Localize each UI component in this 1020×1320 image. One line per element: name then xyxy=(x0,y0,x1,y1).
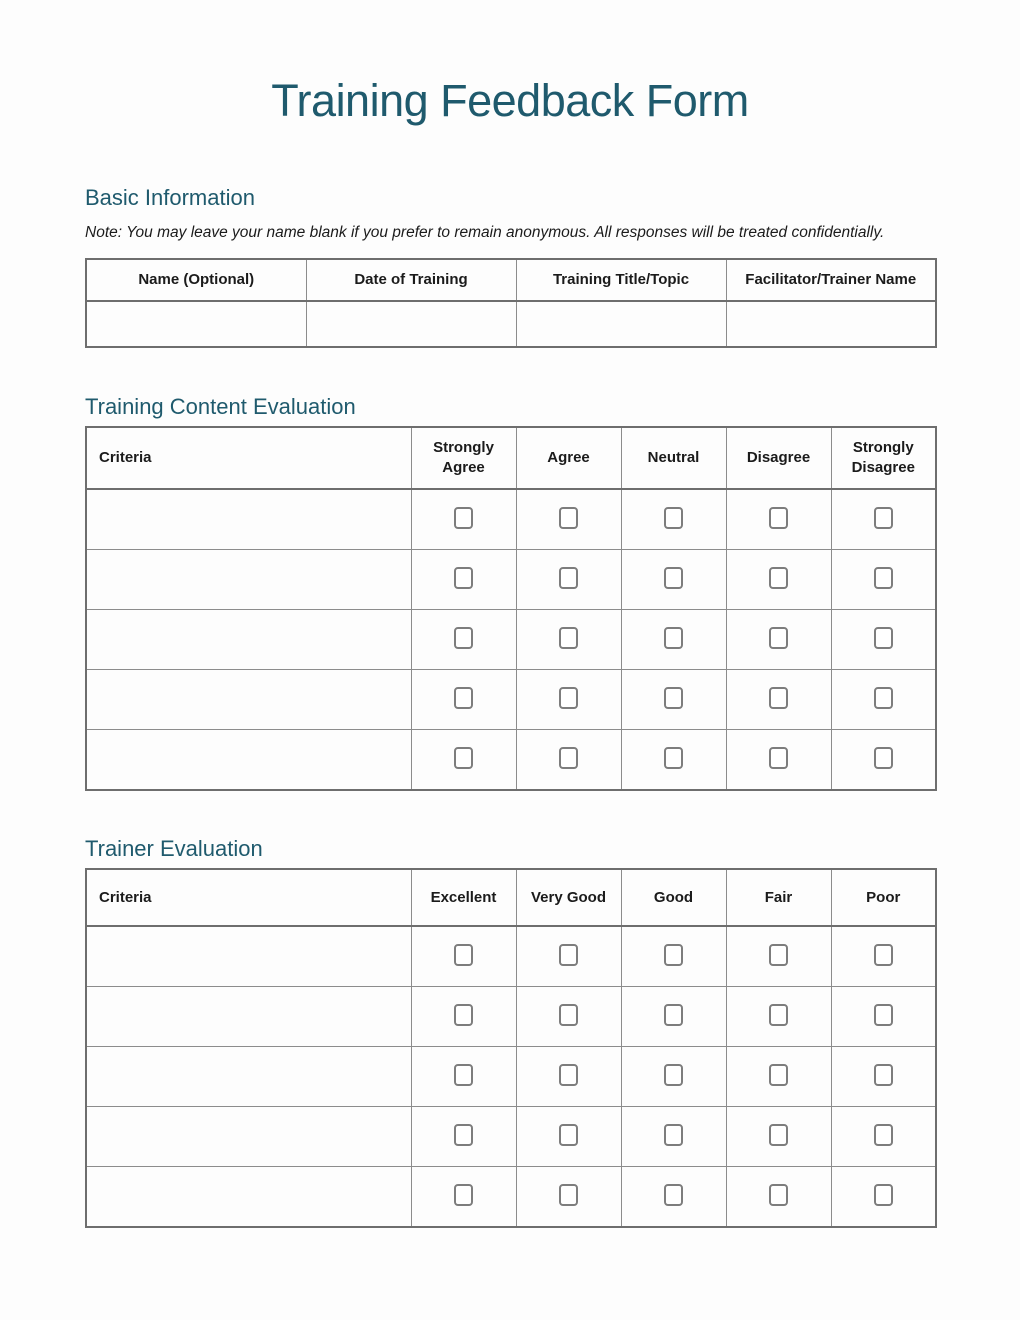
checkbox-icon[interactable] xyxy=(769,507,788,529)
checkbox-icon[interactable] xyxy=(454,687,473,709)
content-evaluation-heading: Training Content Evaluation xyxy=(85,394,356,419)
anonymity-note: Note: You may leave your name blank if you prefer to remain anonymous. All responses will be treated confidentially. xyxy=(85,224,885,241)
rating-cell xyxy=(621,987,726,1047)
rating-cell xyxy=(726,550,831,610)
checkbox-icon[interactable] xyxy=(874,1064,893,1086)
checkbox-icon[interactable] xyxy=(454,507,473,529)
checkbox-icon[interactable] xyxy=(874,687,893,709)
rating-cell xyxy=(411,670,516,730)
rating-column-header-4: Strongly Disagree xyxy=(831,427,936,489)
checkbox-icon[interactable] xyxy=(874,1184,893,1206)
table-row xyxy=(86,550,936,610)
criteria-cell[interactable] xyxy=(86,489,411,550)
criteria-cell[interactable] xyxy=(86,1167,411,1228)
rating-cell xyxy=(411,1167,516,1228)
checkbox-icon[interactable] xyxy=(664,507,683,529)
checkbox-icon[interactable] xyxy=(454,567,473,589)
checkbox-icon[interactable] xyxy=(874,944,893,966)
criteria-cell[interactable] xyxy=(86,550,411,610)
trainer-evaluation-table-header xyxy=(86,869,936,926)
checkbox-icon[interactable] xyxy=(559,507,578,529)
rating-cell xyxy=(831,670,936,730)
rating-column-header-4: Poor xyxy=(831,869,936,926)
rating-cell xyxy=(621,926,726,987)
column-header-0: Name (Optional) xyxy=(86,259,306,301)
rating-cell xyxy=(516,670,621,730)
trainer-evaluation-table xyxy=(85,868,937,1228)
table-row xyxy=(86,1047,936,1107)
rating-cell xyxy=(516,550,621,610)
checkbox-icon[interactable] xyxy=(559,687,578,709)
column-header-2: Training Title/Topic xyxy=(516,259,726,301)
criteria-cell[interactable] xyxy=(86,987,411,1047)
criteria-cell[interactable] xyxy=(86,1047,411,1107)
form-title: Training Feedback Form xyxy=(271,75,749,126)
checkbox-icon[interactable] xyxy=(874,747,893,769)
rating-cell xyxy=(726,730,831,791)
rating-cell xyxy=(621,489,726,550)
rating-cell xyxy=(516,489,621,550)
checkbox-icon[interactable] xyxy=(769,1004,788,1026)
rating-cell xyxy=(726,1107,831,1167)
checkbox-icon[interactable] xyxy=(874,627,893,649)
checkbox-icon[interactable] xyxy=(559,567,578,589)
rating-cell xyxy=(726,926,831,987)
rating-cell xyxy=(831,1047,936,1107)
criteria-cell[interactable] xyxy=(86,730,411,791)
table-row xyxy=(86,610,936,670)
table-row xyxy=(86,1107,936,1167)
checkbox-icon[interactable] xyxy=(559,1064,578,1086)
content-evaluation-table xyxy=(85,426,937,791)
table-row xyxy=(86,489,936,550)
rating-cell xyxy=(516,987,621,1047)
table-row xyxy=(86,1167,936,1228)
checkbox-icon[interactable] xyxy=(454,1184,473,1206)
checkbox-icon[interactable] xyxy=(664,1124,683,1146)
rating-cell xyxy=(516,730,621,791)
rating-cell xyxy=(726,1047,831,1107)
checkbox-icon[interactable] xyxy=(769,627,788,649)
criteria-cell[interactable] xyxy=(86,1107,411,1167)
checkbox-icon[interactable] xyxy=(454,1064,473,1086)
rating-cell xyxy=(411,987,516,1047)
rating-cell xyxy=(516,1047,621,1107)
checkbox-icon[interactable] xyxy=(769,747,788,769)
rating-cell xyxy=(411,489,516,550)
checkbox-icon[interactable] xyxy=(664,1184,683,1206)
table-row xyxy=(86,926,936,987)
checkbox-icon[interactable] xyxy=(454,627,473,649)
rating-cell xyxy=(516,926,621,987)
basic-information-heading: Basic Information xyxy=(85,185,255,210)
rating-cell xyxy=(411,730,516,791)
rating-cell xyxy=(516,1167,621,1228)
input-cell[interactable] xyxy=(306,301,516,347)
rating-cell xyxy=(831,550,936,610)
rating-cell xyxy=(411,550,516,610)
table-row xyxy=(86,730,936,791)
rating-cell xyxy=(831,1107,936,1167)
rating-column-header-2: Neutral xyxy=(621,427,726,489)
table-row xyxy=(86,987,936,1047)
table-row xyxy=(86,670,936,730)
checkbox-icon[interactable] xyxy=(559,747,578,769)
rating-cell xyxy=(726,489,831,550)
checkbox-icon[interactable] xyxy=(454,944,473,966)
checkbox-icon[interactable] xyxy=(559,1124,578,1146)
checkbox-icon[interactable] xyxy=(454,747,473,769)
checkbox-icon[interactable] xyxy=(874,1004,893,1026)
rating-cell xyxy=(411,1047,516,1107)
checkbox-icon[interactable] xyxy=(454,1004,473,1026)
content-evaluation-table-header xyxy=(86,427,936,489)
table-row xyxy=(86,301,936,347)
checkbox-icon[interactable] xyxy=(664,1064,683,1086)
checkbox-icon[interactable] xyxy=(664,627,683,649)
rating-cell xyxy=(621,610,726,670)
checkbox-icon[interactable] xyxy=(769,1124,788,1146)
checkbox-icon[interactable] xyxy=(769,944,788,966)
checkbox-icon[interactable] xyxy=(874,567,893,589)
rating-column-header-0: Strongly Agree xyxy=(411,427,516,489)
criteria-column-header: Criteria xyxy=(86,427,411,489)
checkbox-icon[interactable] xyxy=(769,567,788,589)
checkbox-icon[interactable] xyxy=(874,1124,893,1146)
rating-column-header-3: Fair xyxy=(726,869,831,926)
rating-column-header-1: Agree xyxy=(516,427,621,489)
checkbox-icon[interactable] xyxy=(664,687,683,709)
form-content xyxy=(85,185,935,1228)
rating-cell xyxy=(621,1047,726,1107)
criteria-column-header: Criteria xyxy=(86,869,411,926)
criteria-cell[interactable] xyxy=(86,610,411,670)
column-header-3: Facilitator/Trainer Name xyxy=(726,259,936,301)
rating-cell xyxy=(726,1167,831,1228)
rating-cell xyxy=(621,1107,726,1167)
checkbox-icon[interactable] xyxy=(664,944,683,966)
rating-column-header-2: Good xyxy=(621,869,726,926)
checkbox-icon[interactable] xyxy=(559,1004,578,1026)
criteria-cell[interactable] xyxy=(86,926,411,987)
rating-column-header-0: Excellent xyxy=(411,869,516,926)
checkbox-icon[interactable] xyxy=(664,567,683,589)
rating-cell xyxy=(411,926,516,987)
rating-cell xyxy=(831,489,936,550)
checkbox-icon[interactable] xyxy=(664,1004,683,1026)
rating-cell xyxy=(831,987,936,1047)
rating-cell xyxy=(621,670,726,730)
rating-cell xyxy=(726,987,831,1047)
checkbox-icon[interactable] xyxy=(769,1184,788,1206)
checkbox-icon[interactable] xyxy=(874,507,893,529)
checkbox-icon[interactable] xyxy=(559,627,578,649)
input-cell[interactable] xyxy=(516,301,726,347)
column-header-1: Date of Training xyxy=(306,259,516,301)
rating-cell xyxy=(411,1107,516,1167)
checkbox-icon[interactable] xyxy=(664,747,683,769)
input-cell[interactable] xyxy=(726,301,936,347)
input-cell[interactable] xyxy=(86,301,306,347)
trainer-evaluation-heading: Trainer Evaluation xyxy=(85,836,263,861)
rating-cell xyxy=(621,550,726,610)
checkbox-icon[interactable] xyxy=(769,1064,788,1086)
criteria-cell[interactable] xyxy=(86,670,411,730)
rating-cell xyxy=(831,610,936,670)
checkbox-icon[interactable] xyxy=(559,1184,578,1206)
checkbox-icon[interactable] xyxy=(769,687,788,709)
rating-column-header-3: Disagree xyxy=(726,427,831,489)
rating-cell xyxy=(831,926,936,987)
checkbox-icon[interactable] xyxy=(454,1124,473,1146)
basic-information-table xyxy=(85,258,937,348)
rating-cell xyxy=(411,610,516,670)
rating-cell xyxy=(621,730,726,791)
basic-information-table-header xyxy=(86,259,936,301)
rating-cell xyxy=(726,610,831,670)
rating-cell xyxy=(831,1167,936,1228)
checkbox-icon[interactable] xyxy=(559,944,578,966)
rating-cell xyxy=(621,1167,726,1228)
rating-cell xyxy=(516,1107,621,1167)
rating-cell xyxy=(831,730,936,791)
rating-cell xyxy=(726,670,831,730)
rating-cell xyxy=(516,610,621,670)
rating-column-header-1: Very Good xyxy=(516,869,621,926)
